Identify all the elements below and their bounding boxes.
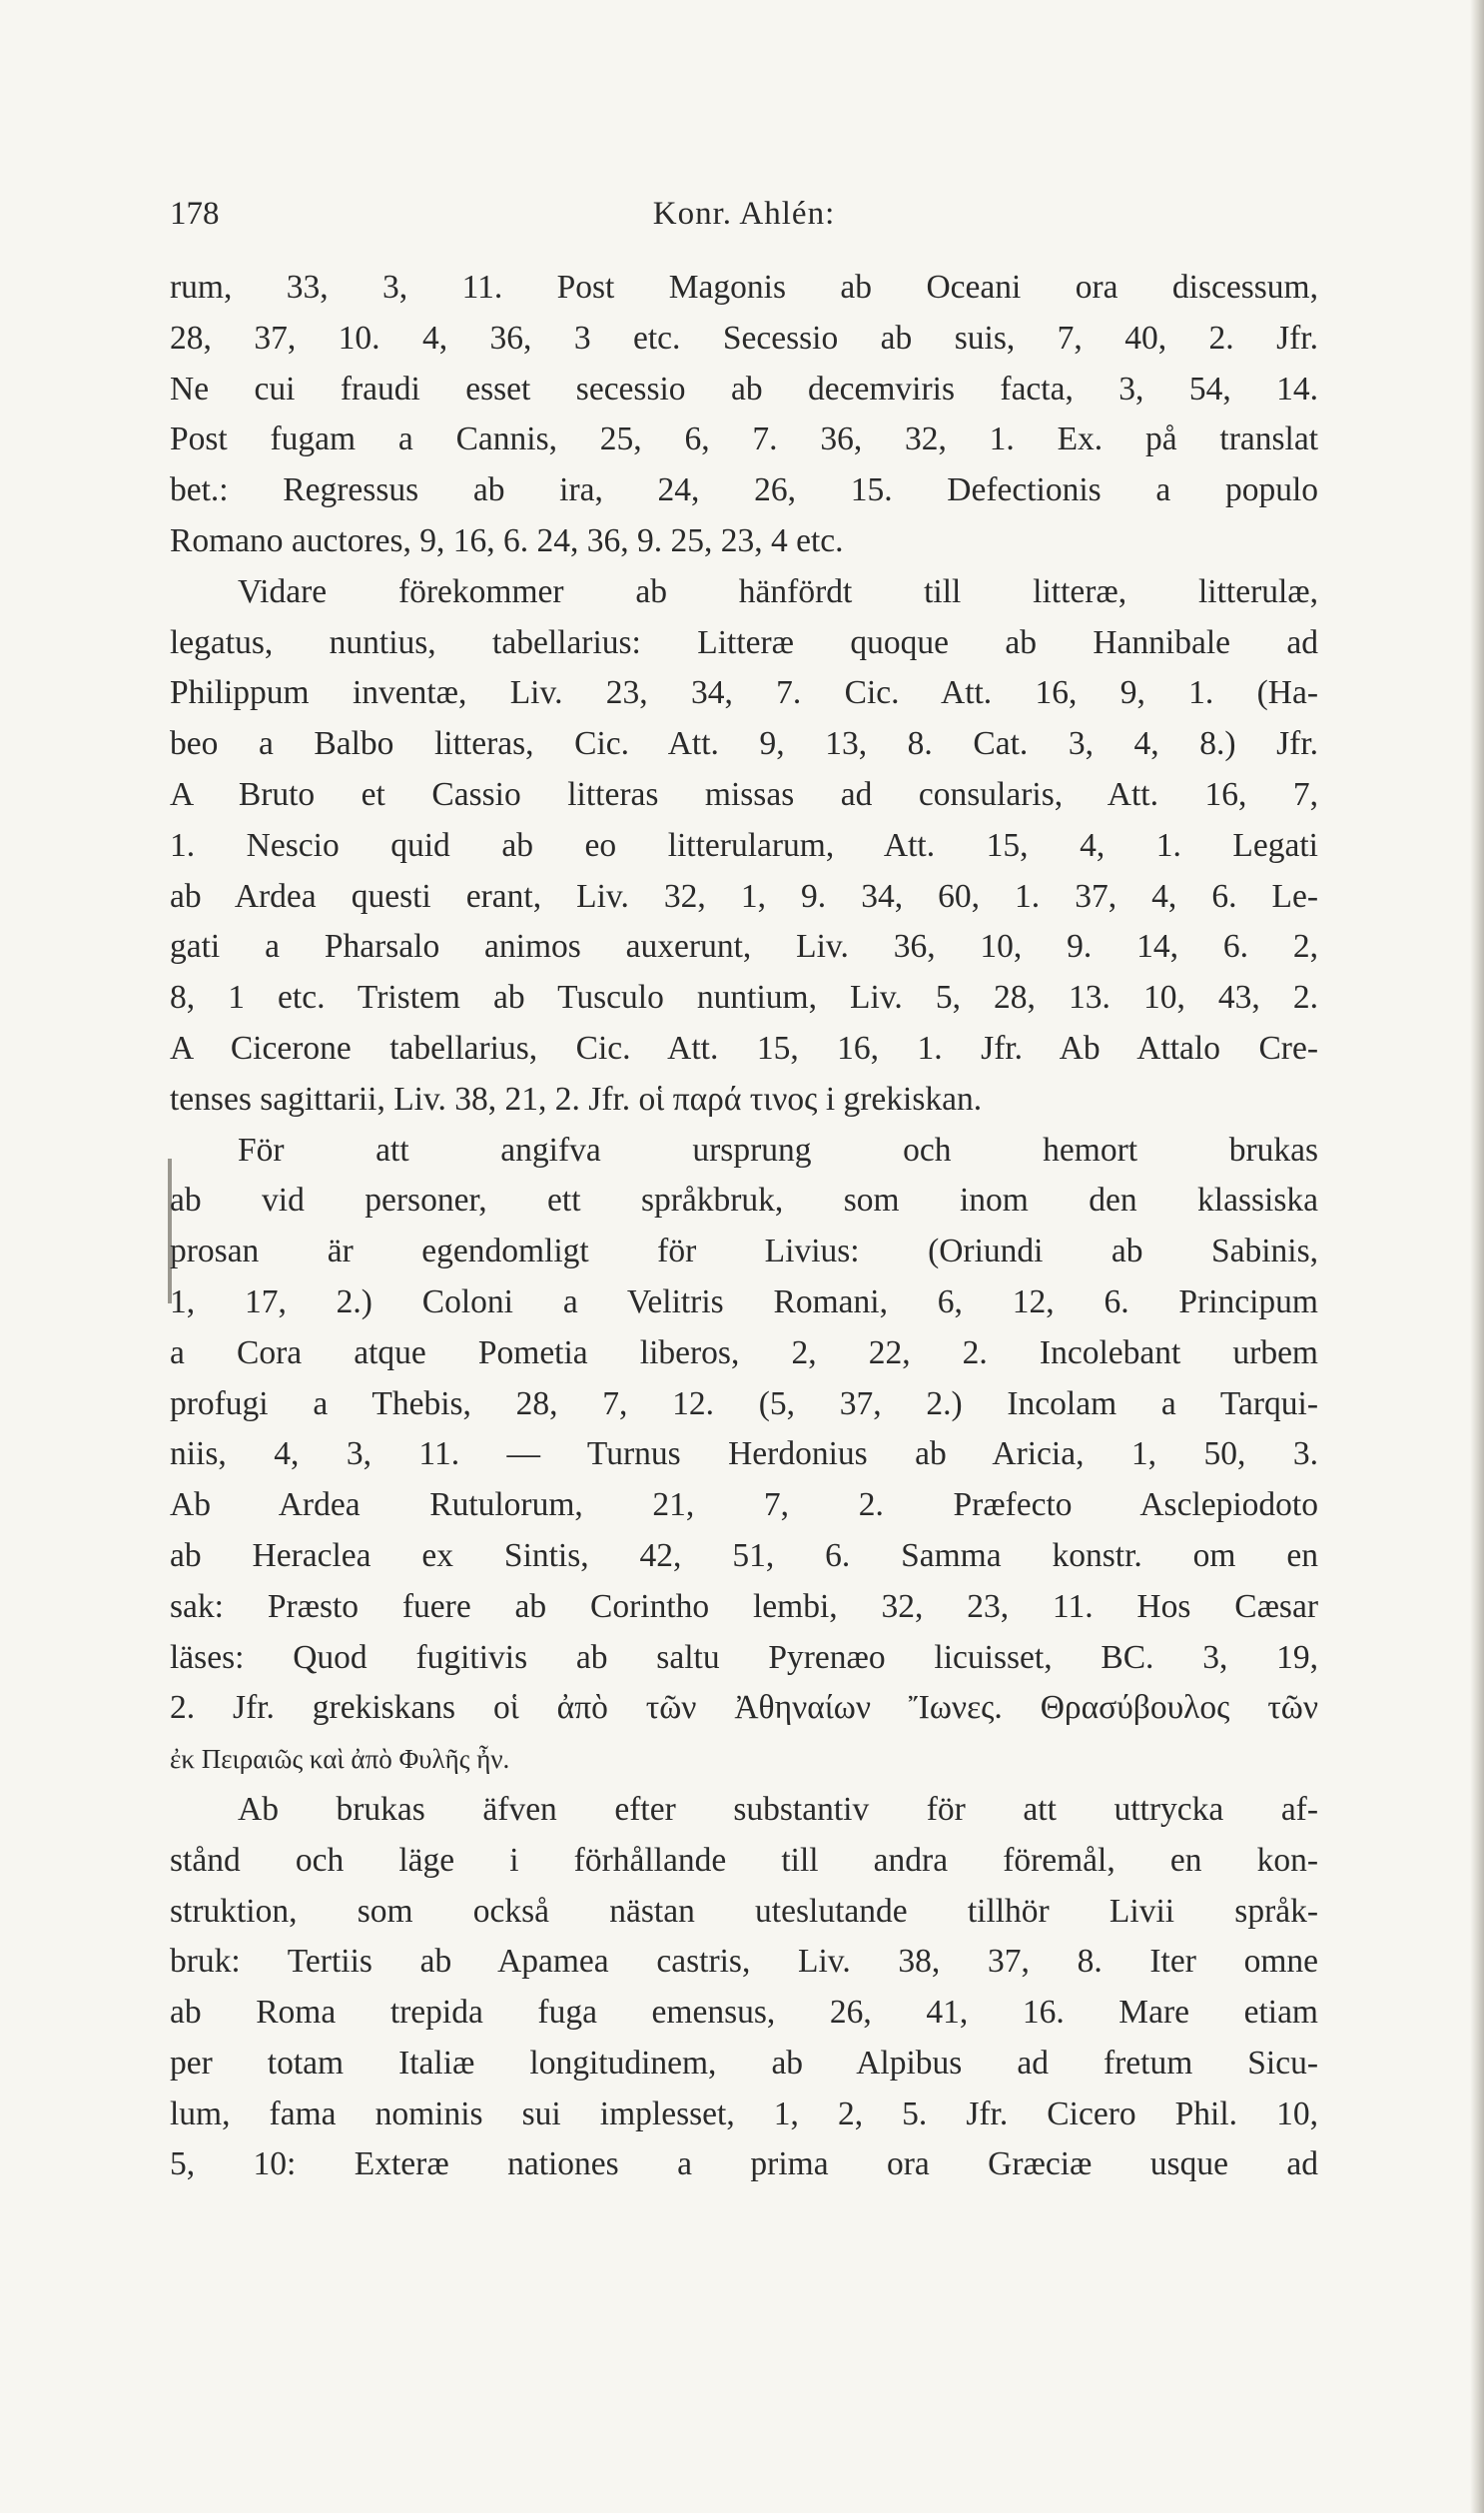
text-line: niis, 4, 3, 11. — Turnus Herdonius ab Aricia, 1, 50, 3. (170, 1435, 1318, 1473)
paragraph-start-line: Vidare förekommer ab hänfördt till litteræ, litterulæ, (238, 572, 1318, 610)
text-line: bet.: Regressus ab ira, 24, 26, 15. Defectionis a populo (170, 471, 1318, 509)
text-line: Post fugam a Cannis, 25, 6, 7. 36, 32, 1. Ex. på translat (170, 420, 1318, 458)
text-line: sak: Præsto fuere ab Corintho lembi, 32, 23, 11. Hos Cæsar (170, 1587, 1318, 1625)
page-number: 178 (170, 196, 220, 232)
text-line: legatus, nuntius, tabellarius: Litteræ quoque ab Hannibale ad (170, 623, 1318, 661)
text-line: rum, 33, 3, 11. Post Magonis ab Oceani ora discessum, (170, 269, 1318, 306)
text-line: lum, fama nominis sui implesset, 1, 2, 5. Jfr. Cicero Phil. 10, (170, 2094, 1318, 2132)
text-line: ab Roma trepida fuga emensus, 26, 41, 16. Mare etiam (170, 1994, 1318, 2032)
text-line: Romano auctores, 9, 16, 6. 24, 36, 9. 25, 23, 4 etc. (170, 521, 844, 559)
text-line: bruk: Tertiis ab Apamea castris, Liv. 38, 37, 8. Iter omne (170, 1943, 1318, 1981)
text-line: gati a Pharsalo animos auxerunt, Liv. 36, 10, 9. 14, 6. 2, (170, 928, 1318, 966)
text-line: struktion, som också nästan uteslutande tillhör Livii språk- (170, 1892, 1318, 1930)
text-line: prosan är egendomligt för Livius: (Oriundi ab Sabinis, (170, 1233, 1318, 1270)
text-line: 5, 10: Exteræ nationes a prima ora Græciæ usque ad (170, 2145, 1318, 2183)
body-text (170, 263, 1318, 2190)
text-line: profugi a Thebis, 28, 7, 12. (5, 37, 2.) Incolam a Tarqui- (170, 1384, 1318, 1422)
text-line: Ab Ardea Rutulorum, 21, 7, 2. Præfecto Asclepiodoto (170, 1486, 1318, 1524)
text-line: a Cora atque Pometia liberos, 2, 22, 2. Incolebant urbem (170, 1333, 1318, 1371)
running-head-author: Konr. Ahlén: (652, 196, 836, 232)
text-line: 8, 1 etc. Tristem ab Tusculo nuntium, Liv. 5, 28, 13. 10, 43, 2. (170, 979, 1318, 1017)
text-line: per totam Italiæ longitudinem, ab Alpibus ad fretum Sicu- (170, 2044, 1318, 2082)
greek-text-line: ἐκ Πειραιῶς καὶ ἀπὸ Φυλῆς ἦν. (170, 1744, 510, 1775)
text-line: A Bruto et Cassio litteras missas ad consularis, Att. 16, 7, (170, 775, 1318, 813)
text-line: beo a Balbo litteras, Cic. Att. 9, 13, 8. Cat. 3, 4, 8.) Jfr. (170, 725, 1318, 763)
text-line: ab Heraclea ex Sintis, 42, 51, 6. Samma konstr. om en (170, 1536, 1318, 1574)
text-line: Ne cui fraudi esset secessio ab decemviris facta, 3, 54, 14. (170, 370, 1318, 408)
text-line: läses: Quod fugitivis ab saltu Pyrenæo licuisset, BC. 3, 19, (170, 1638, 1318, 1676)
text-line: A Cicerone tabellarius, Cic. Att. 15, 16, 1. Jfr. Ab Attalo Cre- (170, 1029, 1318, 1067)
text-line: 1. Nescio quid ab eo litterularum, Att. 15, 4, 1. Legati (170, 826, 1318, 864)
text-line: ab vid personer, ett språkbruk, som inom den klassiska (170, 1182, 1318, 1220)
text-line: 28, 37, 10. 4, 36, 3 etc. Secessio ab suis, 7, 40, 2. Jfr. (170, 319, 1318, 357)
text-line: 2. Jfr. grekiskans οἱ ἀπὸ τῶν Ἀθηναίων Ἴωνες. Θρασύβουλος τῶν (170, 1689, 1318, 1727)
text-line: 1, 17, 2.) Coloni a Velitris Romani, 6, 12, 6. Principum (170, 1282, 1318, 1320)
page-edge-shadow (1470, 0, 1484, 2513)
running-header (170, 196, 1318, 240)
text-line: tenses sagittarii, Liv. 38, 21, 2. Jfr. οἱ παρά τινος i grekiskan. (170, 1080, 983, 1118)
paragraph-start-line: För att angifva ursprung och hemort brukas (238, 1131, 1318, 1169)
text-line: Philippum inventæ, Liv. 23, 34, 7. Cic. Att. 16, 9, 1. (Ha- (170, 674, 1318, 712)
paragraph-start-line: Ab brukas äfven efter substantiv för att uttrycka af- (238, 1790, 1318, 1828)
text-line: ab Ardea questi erant, Liv. 32, 1, 9. 34, 60, 1. 37, 4, 6. Le- (170, 877, 1318, 915)
text-line: stånd och läge i förhållande till andra föremål, en kon- (170, 1841, 1318, 1879)
